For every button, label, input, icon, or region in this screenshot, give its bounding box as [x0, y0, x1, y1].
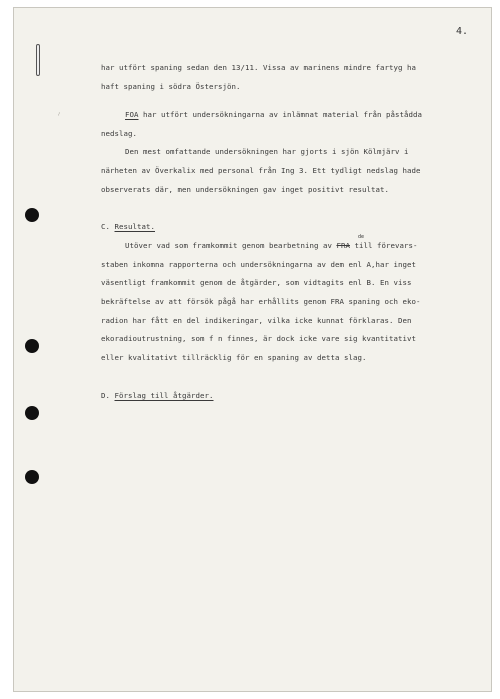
text-line: nedslag.: [101, 129, 137, 138]
section-heading: [101, 391, 214, 400]
punch-hole: [25, 406, 39, 420]
pencil-margin-mark: ~: [54, 111, 64, 117]
section-title: Resultat.: [114, 222, 155, 231]
section-letter: C.: [101, 222, 115, 231]
text-line: eller kvalitativt tillräcklig för en spaning av detta slag.: [101, 353, 367, 362]
text-line: närheten av Överkalix med personal från Ing 3. Ett tydligt nedslag hade: [101, 166, 421, 175]
text-line: [125, 110, 422, 119]
text-line: [125, 241, 417, 250]
punch-hole: [25, 470, 39, 484]
text-line: radion har fått en del indikeringar, vilka icke kunnat förklaras. Den: [101, 316, 412, 325]
text-line: staben inkomna rapporterna och undersökningarna av dem enl A,har inget: [101, 260, 416, 269]
section-letter: D.: [101, 391, 115, 400]
text-line: ekoradioutrustning, som f n finnes, är dock icke vare sig kvantitativt: [101, 334, 416, 343]
text-line: observerats där, men undersökningen gav inget positivt resultat.: [101, 185, 389, 194]
section-heading: [101, 222, 155, 231]
punch-hole: [25, 339, 39, 353]
margin-bracket-mark: [36, 44, 40, 76]
page-number: 4.: [456, 26, 469, 37]
text-span: till förevars-: [349, 241, 418, 250]
text-span: har utfört undersökningarna av inlämnat material från påstådda: [138, 110, 422, 119]
text-line: haft spaning i södra Östersjön.: [101, 82, 241, 91]
text-line: bekräftelse av att försök pågå har erhållits genom FRA spaning och eko-: [101, 297, 421, 306]
handwritten-insertion: de: [358, 234, 365, 240]
text-line: väsentligt framkommit genom de åtgärder, som vidtagits enl B. En viss: [101, 278, 412, 287]
text-span: Utöver vad som framkommit genom bearbetning av: [125, 241, 337, 250]
struck-word: FRA: [336, 241, 350, 250]
section-title: Förslag till åtgärder.: [114, 391, 214, 400]
org-name: FOA: [125, 110, 139, 119]
text-line: har utfört spaning sedan den 13/11. Vissa av marinens mindre fartyg ha: [101, 63, 416, 72]
text-line: Den mest omfattande undersökningen har gjorts i sjön Kölmjärv i: [125, 147, 409, 156]
punch-hole: [25, 208, 39, 222]
